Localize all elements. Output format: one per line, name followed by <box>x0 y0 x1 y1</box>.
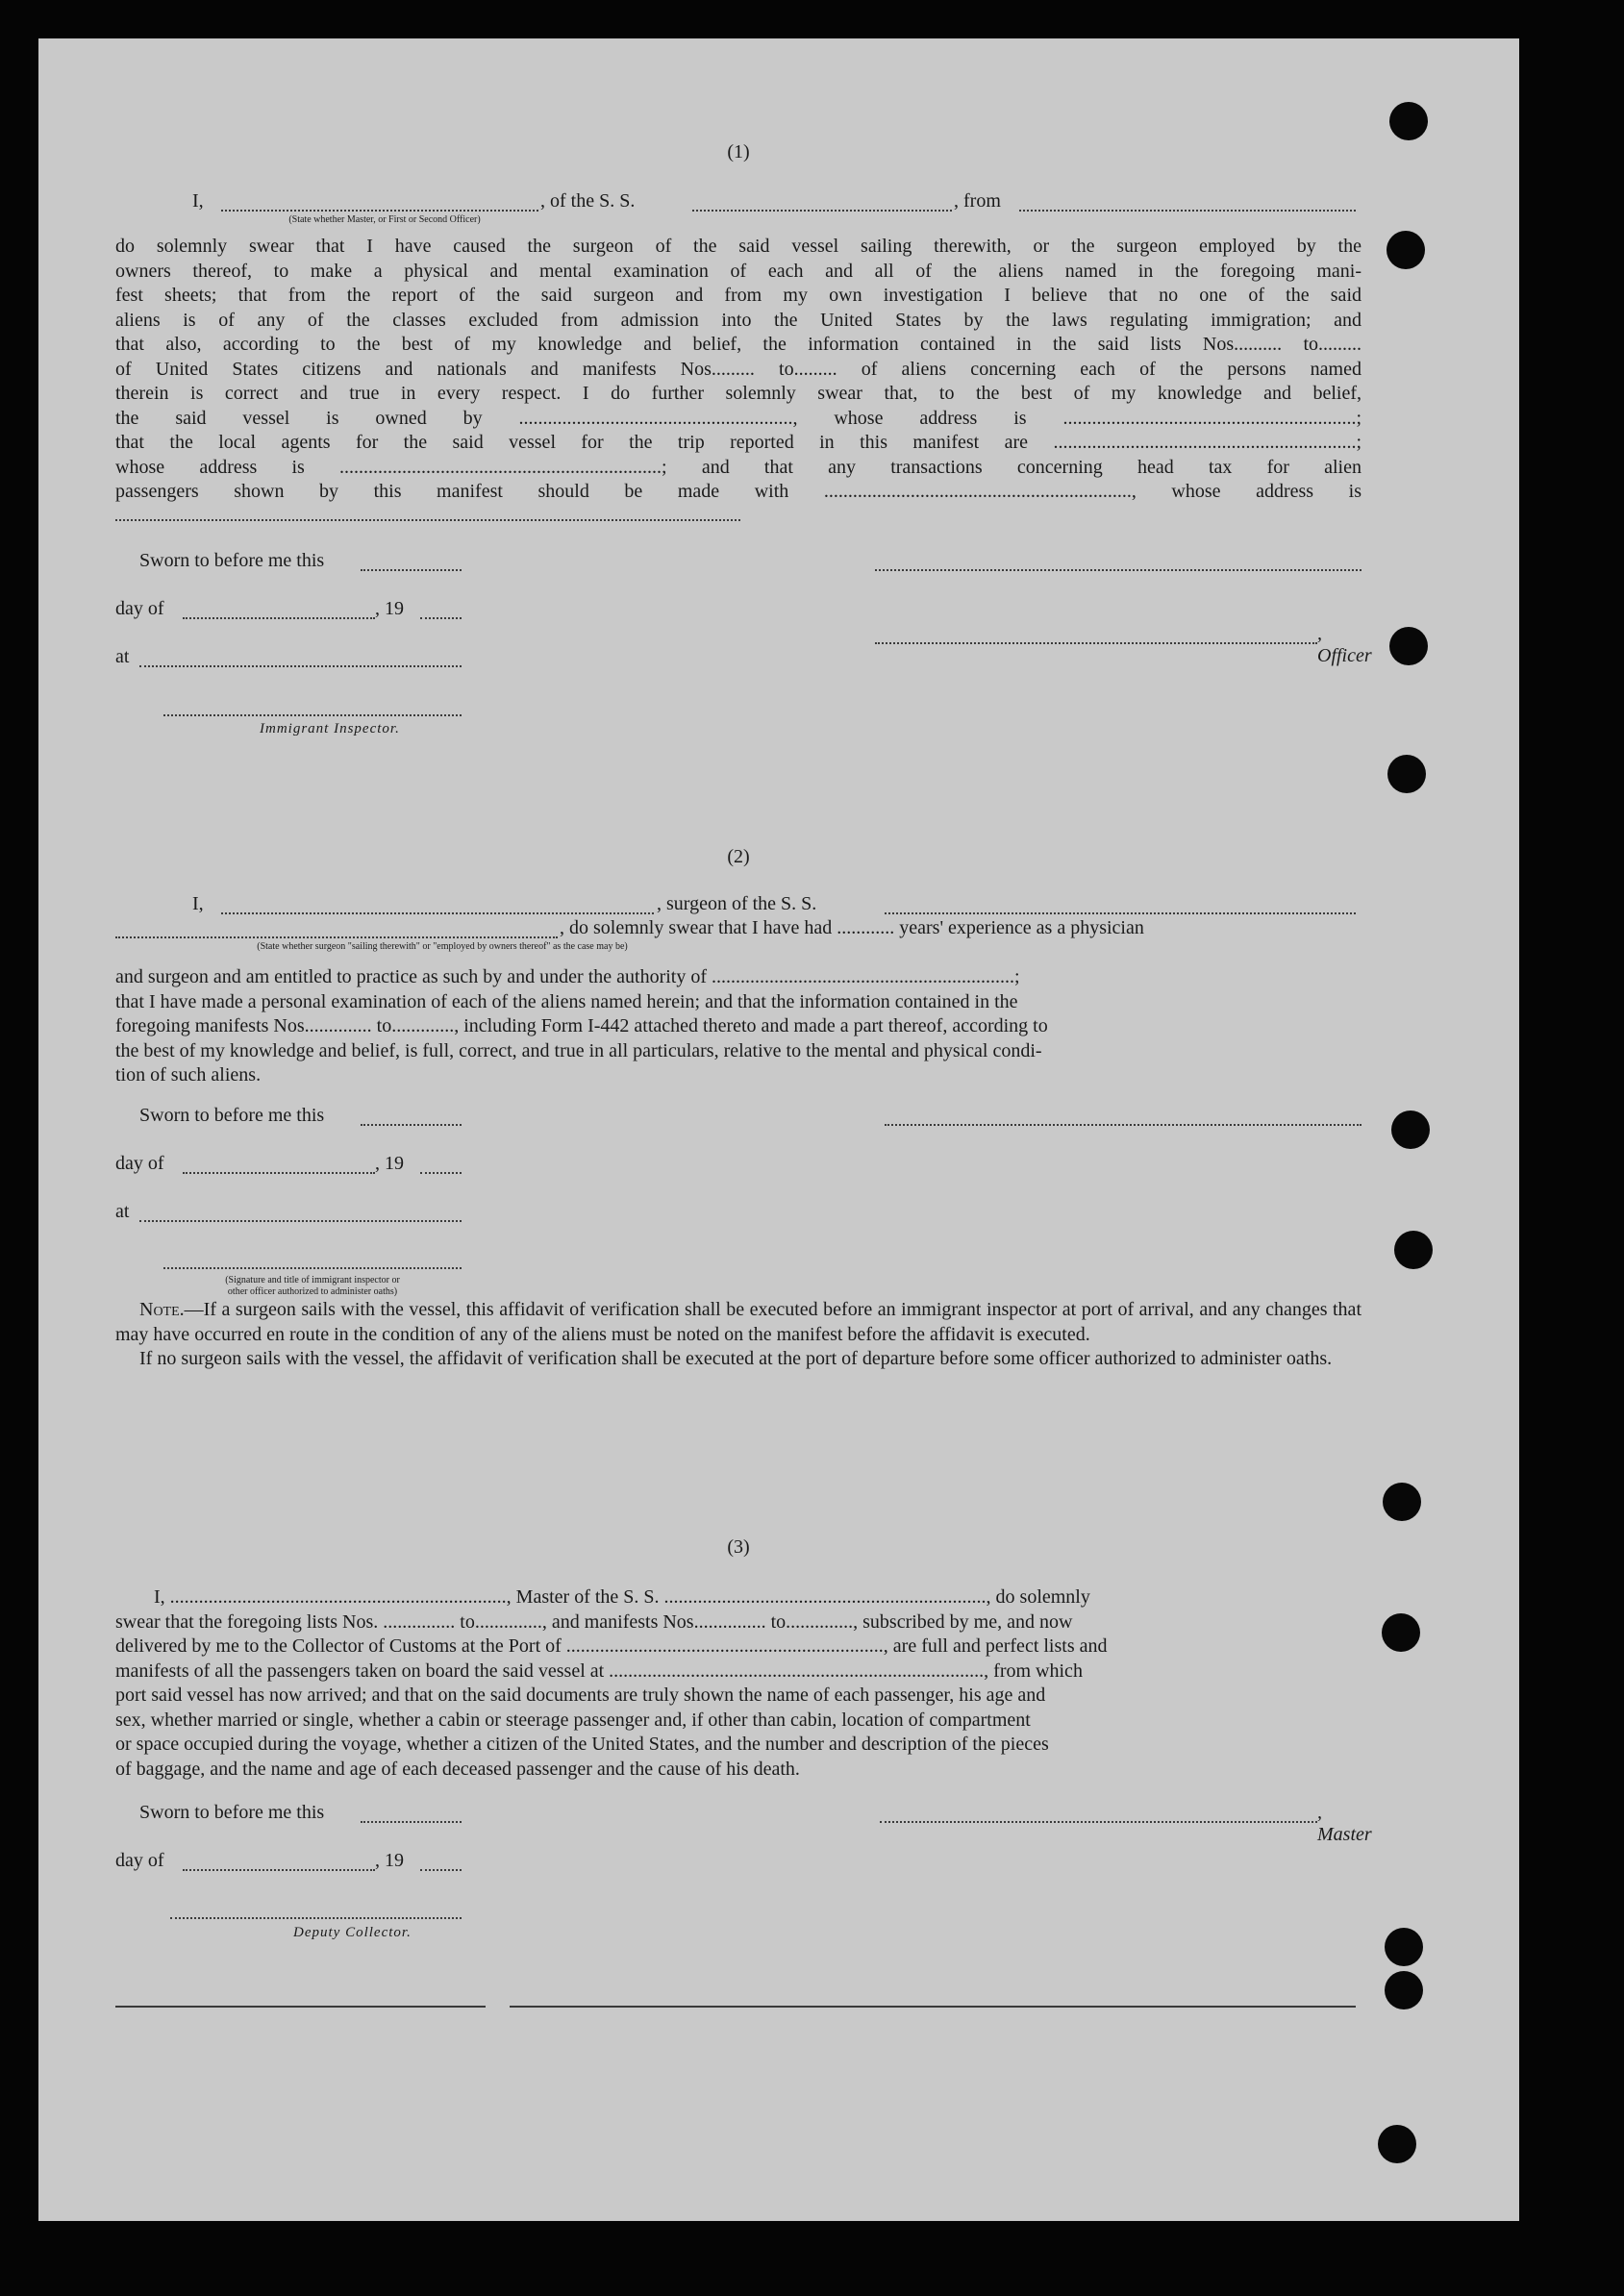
s3-master-label: , Master <box>1317 1802 1372 1845</box>
s2-i-label: I, <box>192 893 204 914</box>
s1-address-continuation-blank[interactable] <box>115 519 740 521</box>
s2-oath-text: and surgeon and am entitled to practice as such by and under the authority of ...............................................................; that I have made a personal examination of each of the aliens named herein; and that the information contained in the foregoing manifests Nos.............. to............., including Form I-442 attached thereto and made a part thereof, according to the best of my knowledge and belief, is full, correct, and true in all particulars, relative to the mental and physical condi- tion of such aliens. <box>115 966 1048 1086</box>
s2-note-paragraph-2: If no surgeon sails with the vessel, the affidavit of verification shall be executed at the port of departure before some officer authorized to administer oaths. <box>139 1348 1333 1369</box>
s1-at-label: at <box>115 646 130 667</box>
s2-vessel-name-blank[interactable] <box>885 912 1356 914</box>
punch-hole-8 <box>1382 1613 1420 1652</box>
s3-sworn-blank[interactable] <box>361 1821 462 1823</box>
punch-hole-5 <box>1391 1111 1430 1149</box>
s3-sworn-label: Sworn to before me this <box>139 1802 325 1823</box>
s1-i-label: I, <box>192 190 204 212</box>
s2-at-label: at <box>115 1201 130 1222</box>
section-3-number: (3) <box>727 1536 750 1558</box>
s1-vessel-name-blank[interactable] <box>692 210 952 212</box>
s1-at-blank[interactable] <box>139 665 462 667</box>
punch-hole-10 <box>1385 1971 1423 2009</box>
s1-oath-text: do solemnly swear that I have caused the surgeon of the said vessel sailing therewith, or the surgeon employed by the owners thereof, to make a physical and mental examination of each and all of the aliens named in the foregoing mani- fest sheets; that from the report of the said surgeon and from my own investigation I believe that no one of the said aliens is of any of the classes excluded from admission into the United States by the laws regulating immigration; and that also, according to the best of my knowledge and belief, the information contained in the said lists Nos.......... to......... of United States citizens and nationals and manifests Nos......... to......... of aliens concerning each of the persons named therein is correct and true in every respect. I do further solemnly swear that, to the best of my knowledge and belief, the said vessel is owned by ........................................................., whose address is .............................................................; that the local agents for the said vessel for the trip reported in this manifest are ...............................................................; whose address is ...................................................................; and that any transactions concerning head tax for alien passengers shown by this manifest should be made with ................................................................, whose address is <box>115 236 1362 502</box>
s2-signature-caption: (Signature and title of immigrant inspector or other officer authorized to administer oaths) <box>225 1275 400 1297</box>
bottom-rule-right <box>510 2006 1356 2008</box>
s1-officer-name-blank[interactable] <box>221 210 538 212</box>
punch-hole-2 <box>1387 231 1425 269</box>
s2-day-blank[interactable] <box>183 1172 375 1174</box>
punch-hole-1 <box>1389 102 1428 140</box>
punch-hole-11 <box>1378 2125 1416 2163</box>
s2-swear-text: , do solemnly swear that I have had ............ years' experience as a physician <box>560 917 1144 938</box>
s2-sworn-blank[interactable] <box>361 1124 462 1126</box>
s2-status-note: (State whether surgeon "sailing therewith" or "employed by owners thereof" as the case may be) <box>257 941 628 952</box>
s2-note-paragraph: Note.—If a surgeon sails with the vessel, this affidavit of verification shall be executed before an immigrant inspector at port of arrival, and any changes that may have occurred en route in the condition of any of the aliens must be noted on the manifest before the affidavit is executed. <box>115 1299 1362 1345</box>
s2-status-blank[interactable] <box>115 936 558 938</box>
s1-year-label: , 19 <box>375 598 404 619</box>
form-sheet <box>38 38 1519 2221</box>
s2-note-block <box>115 1298 1362 1372</box>
s2-year-label: , 19 <box>375 1153 404 1174</box>
s2-surgeon-label: , surgeon of the S. S. <box>657 893 817 914</box>
s3-oath-text: I, ......................................................................, Master of the S. S. ..................................................................., do solemnly swear that the foregoing lists Nos. ............... to.............., and manifests Nos............... to.............., subscribed by me, and now delivered by me to the Collector of Customs at the Port of .................................................................., are full and perfect lists and manifests of all the passengers taken on board the said vessel at .............................................................................., from which port said vessel has now arrived; and that on the said documents are truly shown the name of each passenger, his age and sex, whether married or single, whether a cabin or steerage passenger and, if other than cabin, location of compartment or space occupied during the voyage, whether a citizen of the United States, and the number and description of the pieces of baggage, and the name and age of each deceased passenger and the cause of his death. <box>115 1586 1108 1780</box>
s3-deputy-signature-blank[interactable] <box>170 1917 462 1919</box>
s2-surgeon-name-blank[interactable] <box>221 912 654 914</box>
s1-sworn-label: Sworn to before me this <box>139 550 325 571</box>
s1-year-blank[interactable] <box>420 617 462 619</box>
s2-inspector-signature-blank[interactable] <box>163 1267 462 1269</box>
s3-day-label: day of <box>115 1850 164 1871</box>
punch-hole-6 <box>1394 1231 1433 1269</box>
s1-officer-signature-blank[interactable] <box>875 569 1362 571</box>
s1-sworn-blank[interactable] <box>361 569 462 571</box>
s3-day-blank[interactable] <box>183 1869 375 1871</box>
section-2-number: (2) <box>727 846 750 867</box>
bottom-rule-left <box>115 2006 486 2008</box>
s2-at-blank[interactable] <box>139 1220 462 1222</box>
section-1-number: (1) <box>727 141 750 162</box>
s3-year-label: , 19 <box>375 1850 404 1871</box>
s2-surgeon-signature-blank[interactable] <box>885 1124 1362 1126</box>
s1-day-label: day of <box>115 598 164 619</box>
s1-rank-note: (State whether Master, or First or Second Officer) <box>288 214 481 225</box>
s3-year-blank[interactable] <box>420 1869 462 1871</box>
s3-deputy-caption: Deputy Collector. <box>293 1925 412 1940</box>
s1-from-label: , from <box>954 190 1001 212</box>
s1-officer-label: , Officer <box>1317 623 1372 666</box>
punch-hole-4 <box>1387 755 1426 793</box>
punch-hole-9 <box>1385 1928 1423 1966</box>
s1-inspector-signature-blank[interactable] <box>163 714 462 716</box>
s2-year-blank[interactable] <box>420 1172 462 1174</box>
s1-from-port-blank[interactable] <box>1019 210 1356 212</box>
s1-officer-title-blank[interactable] <box>875 642 1317 644</box>
s2-day-label: day of <box>115 1153 164 1174</box>
punch-hole-7 <box>1383 1483 1421 1521</box>
s1-inspector-caption: Immigrant Inspector. <box>260 721 400 736</box>
s2-sworn-label: Sworn to before me this <box>139 1105 325 1126</box>
s1-day-blank[interactable] <box>183 617 375 619</box>
s1-of-ss-label: , of the S. S. <box>540 190 636 212</box>
punch-hole-3 <box>1389 627 1428 665</box>
s3-master-signature-blank[interactable] <box>880 1821 1317 1823</box>
